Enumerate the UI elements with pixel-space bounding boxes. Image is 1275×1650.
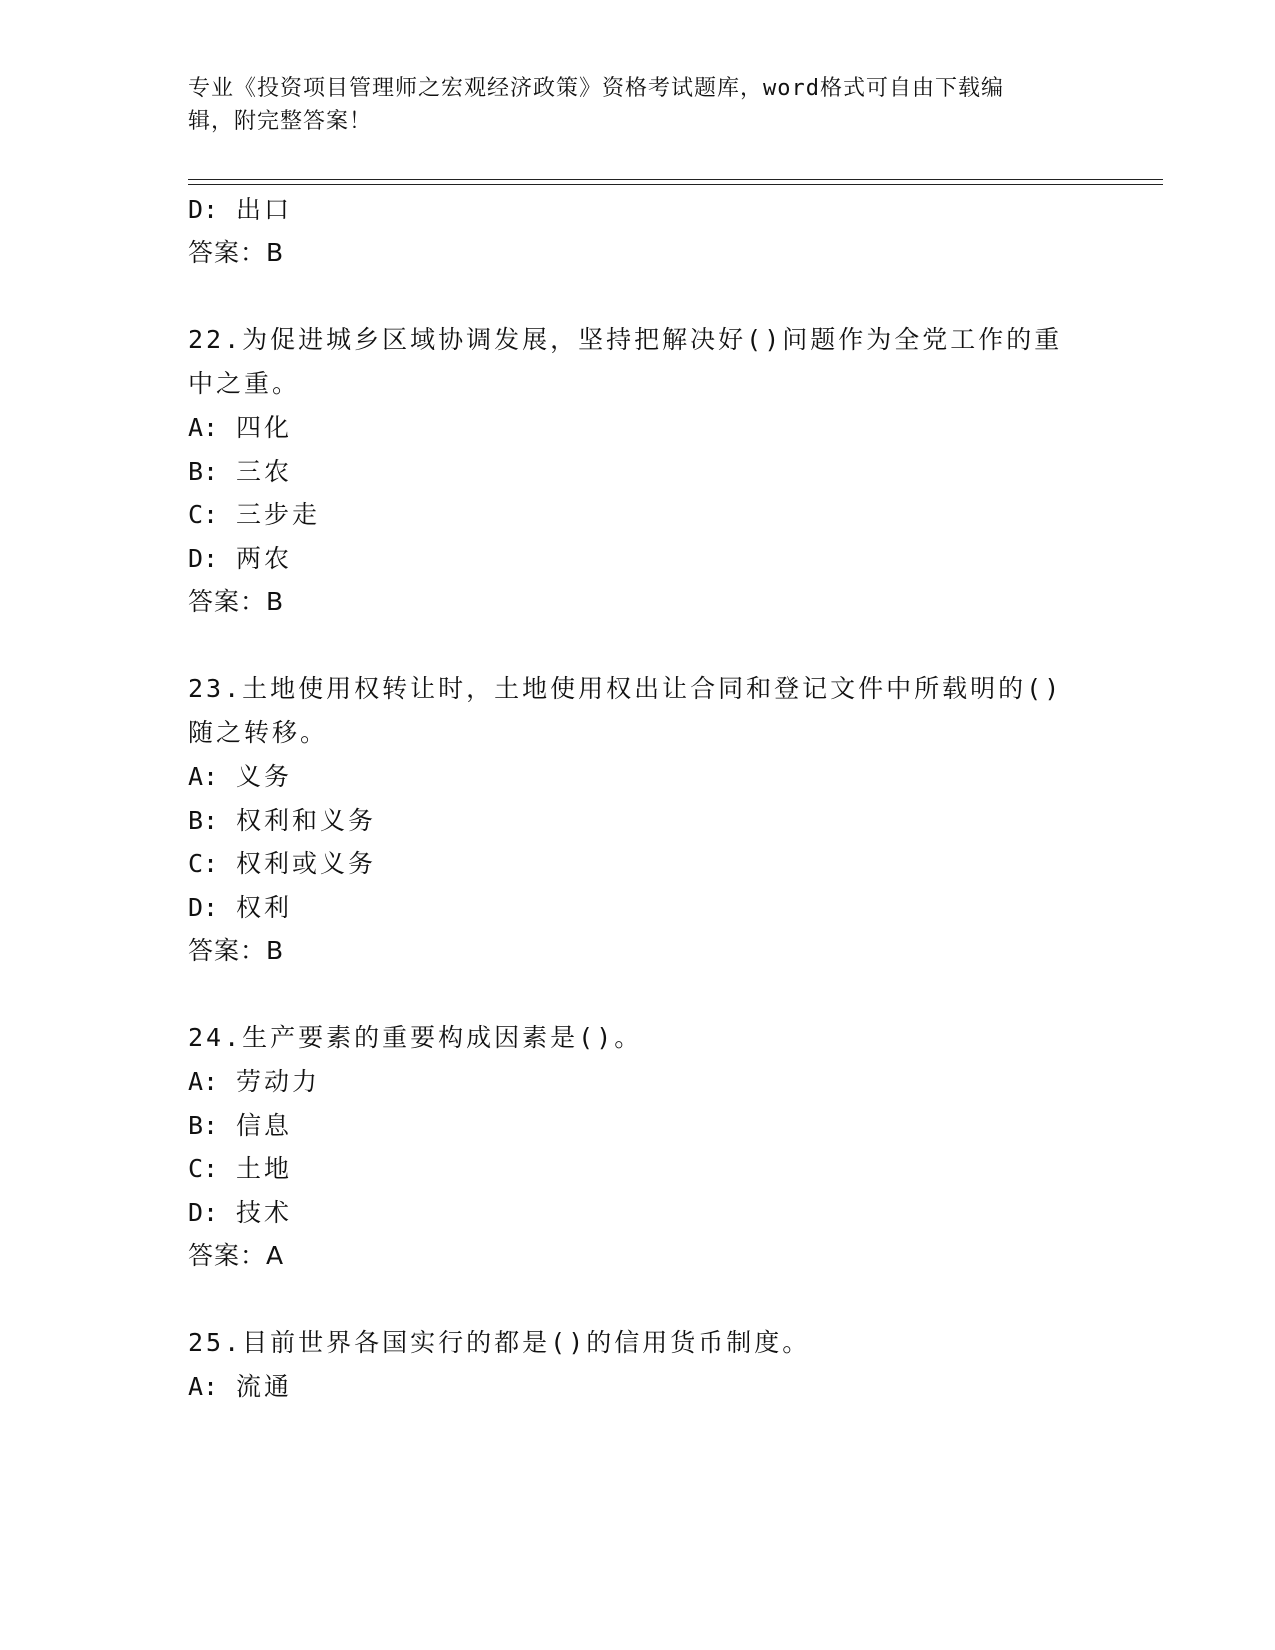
option-letter: D: bbox=[188, 893, 219, 922]
header-line-1: 专业《投资项目管理师之宏观经济政策》资格考试题库，word格式可自由下载编 bbox=[188, 76, 1004, 101]
option-text: 出口 bbox=[236, 195, 293, 224]
question-23-option-b bbox=[188, 806, 376, 836]
question-22-option-d bbox=[188, 544, 292, 574]
option-text: 权利 bbox=[236, 893, 293, 922]
option-letter: D: bbox=[188, 1198, 219, 1227]
option-letter: A: bbox=[188, 413, 219, 442]
option-text: 流通 bbox=[236, 1372, 293, 1401]
option-text: 权利和义务 bbox=[236, 806, 377, 835]
option-letter: A: bbox=[188, 1372, 219, 1401]
question-22-line-2: 中之重。 bbox=[188, 369, 301, 398]
question-23-option-a bbox=[188, 762, 292, 792]
header-rule-top bbox=[188, 179, 1163, 180]
document-header bbox=[188, 72, 1088, 138]
option-text: 三农 bbox=[236, 457, 293, 486]
header-line-2: 辑，附完整答案！ bbox=[188, 109, 373, 134]
option-text: 三步走 bbox=[236, 500, 321, 529]
option-letter: D: bbox=[188, 195, 219, 224]
question-24-option-a bbox=[188, 1067, 320, 1097]
question-24-answer: 答案：A bbox=[188, 1241, 285, 1270]
prev-option-d bbox=[188, 195, 292, 225]
question-23-line-2: 随之转移。 bbox=[188, 718, 329, 747]
option-text: 四化 bbox=[236, 413, 293, 442]
question-23-answer: 答案：B bbox=[188, 936, 285, 965]
question-23-option-c bbox=[188, 849, 376, 879]
option-letter: A: bbox=[188, 762, 219, 791]
option-text: 权利或义务 bbox=[236, 849, 377, 878]
option-letter: C: bbox=[188, 1154, 219, 1183]
option-text: 技术 bbox=[236, 1198, 293, 1227]
option-text: 劳动力 bbox=[236, 1067, 321, 1096]
question-22-line-1: 22.为促进城乡区域协调发展，坚持把解决好()问题作为全党工作的重 bbox=[188, 325, 1063, 354]
option-text: 义务 bbox=[236, 762, 293, 791]
option-text: 土地 bbox=[236, 1154, 293, 1183]
option-letter: B: bbox=[188, 1111, 219, 1140]
question-24-line-1: 24.生产要素的重要构成因素是()。 bbox=[188, 1023, 643, 1052]
header-rule-bottom bbox=[188, 184, 1163, 185]
question-25-line-1: 25.目前世界各国实行的都是()的信用货币制度。 bbox=[188, 1328, 811, 1357]
question-22-option-c bbox=[188, 500, 320, 530]
question-24-option-b bbox=[188, 1111, 292, 1141]
option-letter: D: bbox=[188, 544, 219, 573]
option-letter: B: bbox=[188, 806, 219, 835]
question-24-option-d bbox=[188, 1198, 292, 1228]
question-22-answer: 答案：B bbox=[188, 587, 285, 616]
option-letter: B: bbox=[188, 457, 219, 486]
question-22-option-b bbox=[188, 457, 292, 487]
question-22-option-a bbox=[188, 413, 292, 443]
question-23-option-d bbox=[188, 893, 292, 923]
question-24-option-c bbox=[188, 1154, 292, 1184]
question-25-option-a bbox=[188, 1372, 292, 1402]
option-letter: C: bbox=[188, 500, 219, 529]
option-text: 两农 bbox=[236, 544, 293, 573]
prev-answer: 答案：B bbox=[188, 238, 285, 267]
option-letter: A: bbox=[188, 1067, 219, 1096]
question-23-line-1: 23.土地使用权转让时，土地使用权出让合同和登记文件中所载明的() bbox=[188, 674, 1063, 703]
option-text: 信息 bbox=[236, 1111, 293, 1140]
option-letter: C: bbox=[188, 849, 219, 878]
